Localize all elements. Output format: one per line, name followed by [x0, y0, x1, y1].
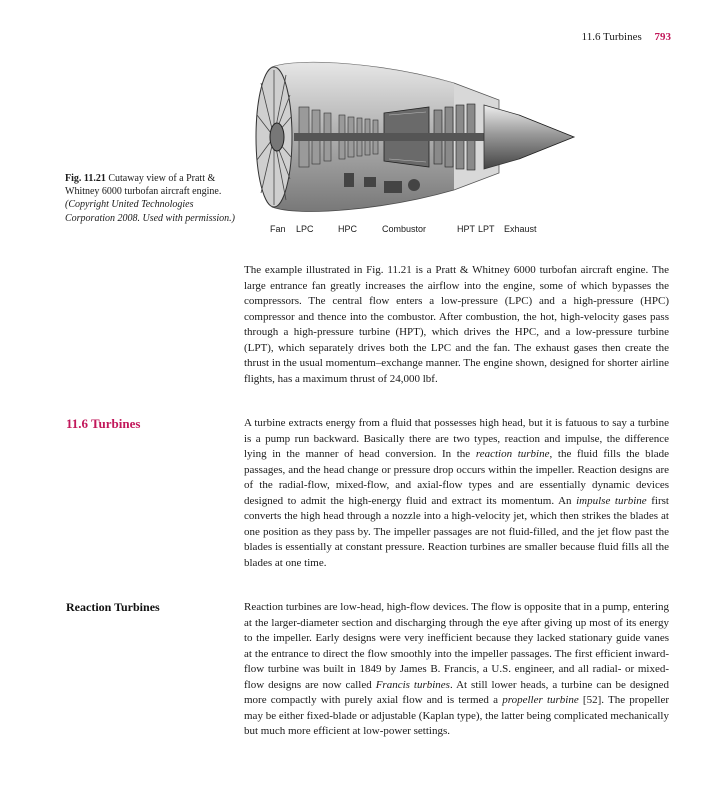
caption-text: Cutaway view of a Pratt & Whitney 6000 turbofan aircraft engine.: [65, 173, 222, 198]
header-section: 11.6 Turbines: [581, 31, 642, 43]
figure-caption: [65, 172, 243, 225]
label-lpt: LPT: [478, 224, 495, 234]
subsection-paragraph: Reaction turbines are low-head, high-flow devices. The flow is opposite that in a pump, entering at the larger-diameter section and discharging through the eye after giving up most of its energy to the impeller. Early designs were very inefficient because they lacked stationary guide vanes at the entrance to direct the flow smoothly into the impeller passages. The first efficient inward-flow turbine was built in 1849 by James B. Francis, a U.S. engineer, and all radial- or mixed-flow designs are now called Francis turbines. At still lower heads, a turbine can be designed more compactly with purely axial flow and is termed a propeller turbine [52]. The propeller may be either fixed-blade or adjustable (Kaplan type), the latter being complicated mechanically but much more efficient at low-power settings.: [244, 601, 670, 737]
label-fan: Fan: [270, 224, 286, 234]
caption-number: Fig. 11.21: [65, 173, 106, 184]
page-number: 793: [654, 31, 671, 43]
label-hpc: HPC: [338, 224, 358, 234]
running-header: [582, 31, 671, 43]
caption-credit: (Copyright United Technologies Corporation 2008. Used with permission.): [65, 199, 236, 224]
subsection-heading: Reaction Turbines: [66, 600, 160, 614]
turbofan-cutaway-illustration: [244, 55, 576, 220]
label-lpc: LPC: [296, 224, 314, 234]
label-hpt: HPT: [457, 224, 475, 234]
intro-paragraph: The example illustrated in Fig. 11.21 is a Pratt & Whitney 6000 turbofan aircraft engine. The large entrance fan greatly increases the airflow into the engine, some of which bypasses the compressors. The central flow enters a low-pressure (LPC) and a high-pressure (HPC) compressor and thence into the combustor. After combustion, the hot, high-velocity gases pass through a high-pressure turbine (HPT), which drives the HPC, and a low-pressure turbine (LPT), which separately drives both the LPC and the fan. The exhaust gases then create the thrust in the usual momentum–exchange manner. The engine shown, designed for shorter airline flights, has a maximum thrust of 24,000 lbf.: [244, 264, 669, 385]
section-heading: 11.6 Turbines: [66, 416, 141, 431]
label-combustor: Combustor: [382, 224, 427, 234]
section-paragraph: A turbine extracts energy from a fluid that possesses high head, but it is fatuous to say a turbine is a pump run backward. Basically there are two types, reaction and impulse, the difference lying in the manner of head conversion. In the reaction turbine, the fluid fills the blade passages, and the head change or pressure drop occurs within the impeller. Reaction designs are of the radial-flow, mixed-flow, and axial-flow types and are essentially dynamic devices designed to admit the high-energy fluid and extract its momentum. An impulse turbine first converts the high head through a nozzle into a high-velocity jet, which then strikes the blades at one position as they pass by. The impeller passages are not fluid-filled, and the jet flow past the blades is essentially at constant pressure. Reaction turbines are smaller because fluid fills all the blades at one time.: [244, 417, 669, 569]
label-exhaust: Exhaust: [504, 224, 537, 234]
